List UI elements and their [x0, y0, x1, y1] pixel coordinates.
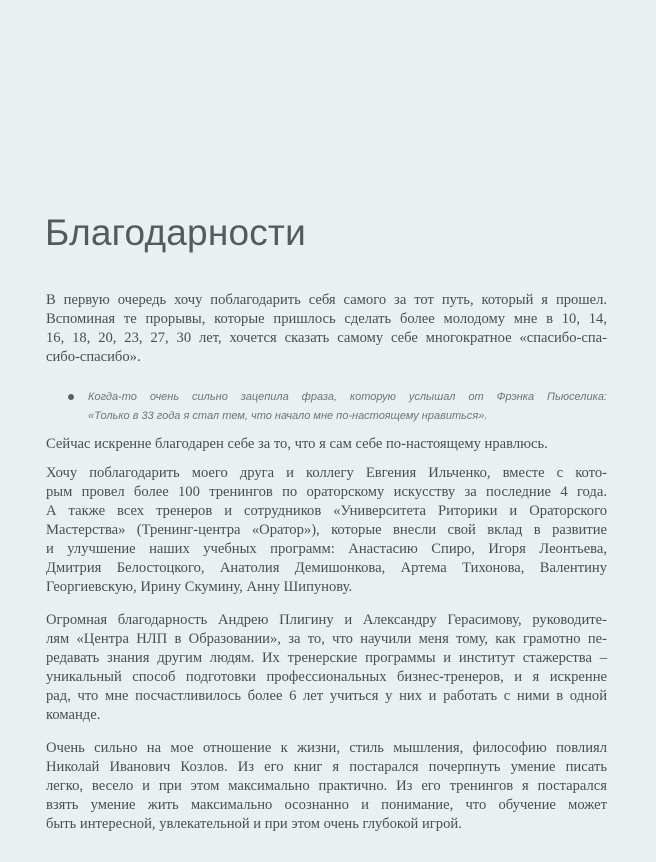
text-line: лям «Центра НЛП в Образовании», за то, что научили меня тому, как грамотно пе- — [46, 631, 607, 647]
paragraph-kozlov — [46, 739, 607, 834]
text-line: 16, 18, 20, 23, 27, 30 лет, хочется сказать самому себе многократное «спасибо-спа- — [46, 330, 607, 346]
text-line: легко, весело и при этом максимально практично. Из его тренингов я постарался — [46, 778, 607, 794]
text-line: Очень сильно на мое отношение к жизни, стиль мышления, философию повлиял — [46, 740, 607, 756]
paragraph-self-thanks — [46, 291, 607, 367]
text-line: уникальный способ подготовки профессиональных бизнес-тренеров, и я искренне — [46, 669, 607, 685]
text-line: взять умение жить максимально осознанно и понимание, что обучение может — [46, 797, 607, 813]
text-line: Вспоминая те прорывы, которые пришлось сделать более молодому мне в 10, 14, — [46, 311, 607, 327]
paragraph-nlp-center — [46, 611, 607, 725]
text-line: Огромная благодарность Андрею Плигину и Александру Герасимову, руководите- — [46, 612, 607, 628]
text-line: рым провел более 100 тренингов по ораторскому искусству за последние 4 года. — [46, 484, 607, 500]
text-line: «Только в 33 года я стал тем, что начало мне по-настоящему нравиться». — [88, 410, 488, 422]
text-line: Георгиевскую, Ирину Скумину, Анну Шипунову. — [46, 579, 353, 595]
text-line: В первую очередь хочу поблагодарить себя самого за тот путь, который я прошел. — [46, 292, 607, 308]
text-line: рад, что мне посчастливилось более 6 лет учиться у них и работать с ними в одной — [46, 688, 607, 704]
quote-text — [88, 388, 607, 426]
text-line: сибо-спасибо». — [46, 349, 141, 365]
text-line: Сейчас искренне благодарен себе за то, что я сам себе по-настоящему нравлюсь. — [46, 436, 548, 452]
bullet-icon — [68, 394, 74, 400]
paragraph-self-like — [46, 435, 607, 454]
page-title: Благодарности — [45, 212, 306, 253]
text-line: быть интересной, увлекательной и при этом очень глубокой игрой. — [46, 816, 462, 832]
paragraph-colleagues — [46, 464, 607, 597]
text-line: Хочу поблагодарить моего друга и коллегу Евгения Ильченко, вместе с кото- — [46, 465, 607, 481]
quote-bullet — [68, 388, 607, 426]
text-line: редавать знания другим людям. Их тренерские программы и институт стажерства – — [46, 650, 607, 666]
text-line: команде. — [46, 707, 101, 723]
text-line: Дмитрия Белостоцкого, Анатолия Демишонкова, Артема Тихонова, Валентину — [46, 560, 607, 576]
text-line: Николай Иванович Козлов. Из его книг я постарался почерпнуть умение писать — [46, 759, 607, 775]
text-line: А также всех тренеров и сотрудников «Университета Риторики и Ораторского — [46, 503, 607, 519]
text-line: Мастерства» (Тренинг-центра «Оратор»), которые внесли свой вклад в развитие — [46, 522, 607, 538]
text-line: и улучшение наших учебных программ: Анастасию Спиро, Игоря Леонтьева, — [46, 541, 607, 557]
text-line: Когда-то очень сильно зацепила фраза, которую услышал от Фрэнка Пьюселика: — [88, 391, 607, 403]
